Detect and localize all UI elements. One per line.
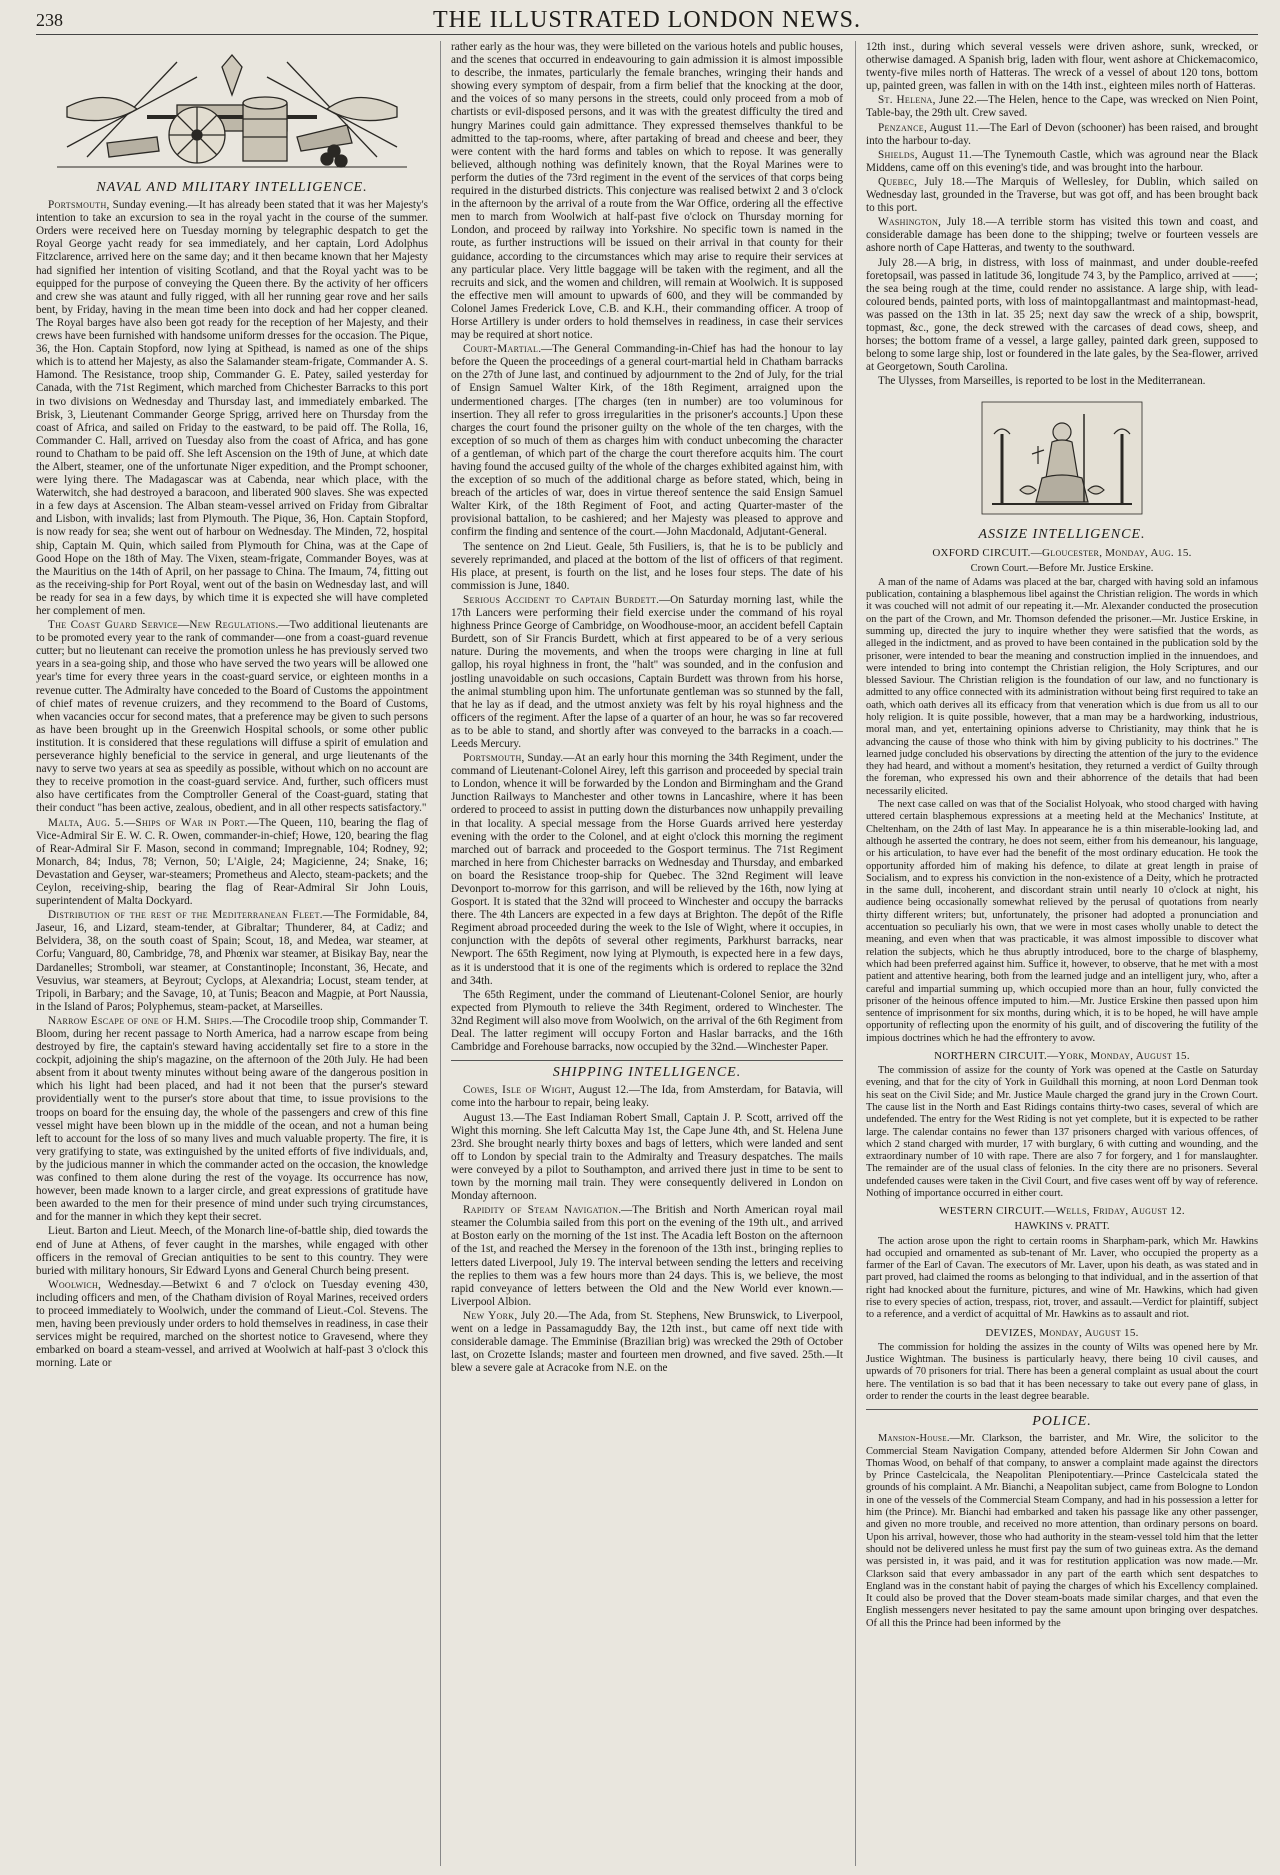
article-western-circuit: The action arose upon the right to certain rooms in Sharpham-park, which Mr. Hawkins had occupied and ornamented as sub-tenant of Mr. Laver, who occupied the property as a farmer of the Earl of Cavan. The executors of Mr. Laver, upon his death, as was stated and in part proved, had claimed the rooms as belonging to that individual, and in the assertion of that right had knocked about the furniture, pictures, and wine of Mr. Hawkins, which had given rise to every species of action, trespass, riot, trover, and assault.—Verdict for plaintiff, subject to a reference, and a verdict of acquittal of Mr. Hawkins as to assault and riot. [866, 1235, 1258, 1321]
article-lead: Serious Accident to Captain Burdett [463, 593, 657, 606]
article-devizes: The commission for holding the assizes in the county of Wilts was opened here by Mr. Justice Wightman. The business is particularly heavy, there being 10 civil causes, and upwards of 70 prisoners for trial. There has been a general complaint as usual about the court here. The ventilation is so bad that it has been necessary to take out every pane of glass, in order to render the courts in the least degree bearable. [866, 1341, 1258, 1402]
oxford-circuit-heading: OXFORD CIRCUIT.—Gloucester, Monday, Aug. 15. [932, 546, 1192, 559]
article-lead: Portsmouth [48, 199, 107, 212]
article-washington [866, 216, 1258, 255]
article-lead: Woolwich [48, 1278, 99, 1291]
column-1 [36, 41, 428, 1866]
section-title-police: POLICE. [866, 1409, 1258, 1428]
article-lead: Narrow Escape of one of H.M. Ships [48, 1014, 230, 1027]
article-burdett-accident [451, 594, 843, 751]
article-oxford-adams: A man of the name of Adams was placed at the bar, charged with having sold an infamous publication, containing a blasphemous libel against the Christian religion. The words in which it was couched will not admit of our repeating it.—Mr. Alexander conducted the prosecution on the part of the Crown, and Mr. Thomson defended the prisoner.—Mr. Justice Erskine, in summing up, directed the jury to inquire whether they were satisfied that the words, as alleged in the indictment, and as proved to have been contained in the publication sold by the prisoner, were intended to bear the meaning and construction implied in the innuendoes, and were intended to bring into contempt the Christian religion, the Holy Scriptures, and our blessed Saviour. The Christian religion is the foundation of our law, and no functionary is admitted to any office connected with its administration without being first required to take an oath, which oath derives all its efficacy from that veneration which is due from us all to our holy religion. It is quite possible, however, that a man may be a hardworking, industrious, moral man, and yet, entertaining opinions adverse to Christianity, may think that he is advancing the cause of those who think with him by giving publicity to his doctrines." The learned judge concluded his observations by directing the attention of the jury to the evidence they had heard, and without a moment's hesitation, they returned a verdict of Guilty through the foreman, who expressed his own and their abhorrence of the details that had been necessarily elicited. [866, 576, 1258, 797]
article-cowes [451, 1084, 843, 1110]
article-shields [866, 149, 1258, 175]
page-number: 238 [36, 10, 63, 30]
article-lead: Shields [878, 148, 915, 161]
article-brig-distress: July 28.—A brig, in distress, with loss of mainmast, and under double-reefed foretopsail, was passed in latitude 36, longitude 74 3, by the Pamplico, arrived at ——; the sea being rough at the time, could render no assistance. A large ship, with lead-coloured bends, painted ports, with loss of maintopgallantmast and maintopmast-head, was passed on the 13th in lat. 35 25; next day saw the wreck of a ship, bowsprit, topmast, &c., gone, the deck strewed with the carcases of dead cows, sheep, and horses; the bottom frame of a vessel, a large galley, painted dark green, supposed to belong to some large ship, lost or foundered in the late gales, by the Sea-flower, arrived at Georgetown, South Carolina. [866, 256, 1258, 374]
western-case-title: HAWKINS v. PRATT. [1014, 1221, 1110, 1233]
naval-military-trophy-engraving-icon [47, 47, 417, 175]
newspaper-title: THE ILLUSTRATED LONDON NEWS. [433, 7, 861, 33]
devizes-heading: DEVIZES, Monday, August 15. [985, 1326, 1139, 1339]
article-text: .—Mr. Clarkson, the barrister, and Mr. Wire, the solicitor to the Commercial Steam Navigation Company, attended before Aldermen Sir John Cowan and Thomas Wood, on behalf of that company, to answer a complaint made against the directors by Prince Castelcicala, the Neapolitan Plenipotentiary.—Prince Castelcicala stated the grounds of his complaint. A Mr. Bianchi, a Neapolitan subject, came from Bologne to London in one of the vessels of the Commercial Steam Company, and had in his possession a letter for him (the Prince). Mr. Bianchi had embarked and taken his passage like any other passenger, and given no more trouble, and received no more attention, than ordinary persons on board. Upon his arrival, however, those who had authority in the steam-vessel told him that the letter should not be delivered unless he must first pay the sum of two guineas extra. As the demand was persisted in, it was paid, and it was for restitution application was now made.—Mr. Clarkson said that every ambassador in any part of the earth which sent despatches to England was in the constant habit of paying the charges of which his Excellency complained. It could also be proved that the Dover steam-boats made similar charges, and that even the English messengers never hesitated to pay the same amount upon bringing over despatches. Of all this the Prince had been informed by the [866, 1433, 1258, 1629]
article-lead: St. Helena [878, 94, 933, 107]
article-lead: Cowes, Isle of Wight [463, 1084, 573, 1097]
article-text: .—The Formidable, 84, Jaseur, 16, and Lizard, steam-tender, at Gibraltar; Thunderer, 84, at Cadiz; and Belvidera, 38, on the south coast of Spain; Scout, 18, and Medea, war steamer, at Corfu; Vanguard, 80, Cambridge, 78, and Phœnix war steamer, at Bisikay Bay, near the Dardanelles; Stromboli, war steamer, at Constantinople; Inconstant, 36, Hecate, and Vesuvius, war steamers, at Beyrout; Cyclops, at Alexandria; Locust, steam tender, at Tripoli, in Barbary; and the Savage, 10, at Tunis; Beacon and Magpie, at Port Naussia, in the Island of Paros; Polyphemus, steam-packet, at Marseilles. [36, 909, 428, 1013]
section-title-naval-military: NAVAL AND MILITARY INTELLIGENCE. [96, 180, 368, 195]
article-text: .—On Saturday morning last, while the 17th Lancers were performing their field exercise under the command of his royal highness Prince George of Cambridge, on Woodhouse-moor, an accident befell Captain Burdett, son of Sir Francis Burdett, which at first appeared to be of a very serious nature. During the movements, and when the troops were charging in line at full gallop, his royal highness in front, the "halt" was sounded, and in the confusion and jostling unavoidable on such occasions, Captain Burdett was thrown from his horse, the animal stumbling upon him. The unfortunate gentleman was so stunned by the fall, that he lay as if dead, and the utmost anxiety was felt by his royal highness and the officers of the regiment. After the lapse of a quarter of an hour, he was so far recovered as to be able to stand, and shortly after was conveyed to the barracks in a coach.—Leeds Mercury. [451, 593, 843, 750]
article-lead: Distribution of the rest of the Mediterranean Fleet [48, 909, 320, 922]
article-lead: Washington [878, 216, 939, 229]
article-penzance [866, 122, 1258, 148]
article-text: , Sunday.—At an early hour this morning the 34th Regiment, under the command of Lieutenant-Colonel Airey, left this garrison and proceeded by special train to London, whence it will be forwarded by the London and Birmingham and the Grand Junction Railways to Manchester and other towns in Lancashire, where it has been ordered to proceed to assist in putting down the disturbances now unhappily prevailing in that locality. A special message from the Horse Guards arrived here yesterday evening with the order to the Colonel, and at eight o'clock this morning the regiment marched out of barrack and proceeded to the Gosport terminus. The 71st Regiment marched in here from Chichester barracks on Wednesday and Thursday, and embarked on board the Resistance troop-ship for Quebec. The 32nd Regiment will leave Devonport to-morrow for this garrison, and will be relieved by the 16th, now lying at Gosport. It is stated that the 32nd will proceed to Winchester and occupy the barracks there. The 4th Lancers are expected in a few days at Brighton. The depôt of the Rifle Regiment abroad proceeded during the week to the Isle of Wight, where it occupies, in conjunction with the depôts of several other regiments, Parkhurst barracks, near Newport. The 65th Regiment, now lying at Plymouth, is expected here in a few days, as it is understood that it is one of the regiments which is ordered to replace the 32nd and 34th. [451, 752, 843, 987]
article-northern-circuit: The commission of assize for the county of York was opened at the Castle on Saturday evening, and that for the city of York in Guildhall this morning, at noon Lord Denman took his seat on the Civil Side; and Mr. Justice Maule charged the grand jury in the Crown Court. The cause list in the North and East Ridings contains thirty-two cases, several of which are undefended. The entry for the West Riding is not yet complete, but it is expected to be rather large. The calendar contains no fewer than 137 prisoners charged with various offences, of which 2 stand charged with murder, 17 with burglary, 6 with cutting and wounding, and the extraordinary number of 10 with rape. There are also 7 for forgery, and 1 for manslaughter. The remainder are of the usual class of felonies. In the city there are no prisoners. Several undefended causes were taken in the Civil Court, and five cases went off by way of reference. Nothing of importance occurred in either court. [866, 1065, 1258, 1200]
article-lead: Rapidity of Steam Navigation [463, 1204, 619, 1217]
article-65th-regiment: The 65th Regiment, under the command of Lieutenant-Colonel Senior, are hourly expected from Plymouth to relieve the 34th Regiment, ordered to Winchester. The 32nd Regiment will also move from Woolwich, on the arrival of the 6th Regiment from Deal. The latter regiment will occupy Forton and Haslar barracks, and the 16th Cambridge and Forehouse barracks, now occupied by the 32nd.—Winchester Paper. [451, 988, 843, 1054]
northern-circuit-heading: NORTHERN CIRCUIT.—York, Monday, August 15. [934, 1050, 1190, 1062]
article-geale-sentence: The sentence on 2nd Lieut. Geale, 5th Fusiliers, is, that he is to be publicly and severely reprimanded, and placed at the bottom of the list of officers of that regiment. His place, at present, is fourth on the list, and he loses four steps. The date of his commission is June, 1840. [451, 540, 843, 592]
article-lead: Quebec [878, 175, 915, 188]
column-3 [855, 41, 1258, 1866]
article-new-york [451, 1310, 843, 1375]
article-narrow-escape [36, 1015, 428, 1225]
justice-figure-engraving-icon [972, 394, 1152, 522]
article-text: .—The Crocodile troop ship, Commander T. Bloom, during her recent passage to North America, had a narrow escape from being destroyed by fire, the captain's steward having accidentally set fire to a store in the cockpit, adjoining the ship's magazine, on the afternoon of the 20th July. He had been absent from it about twenty minutes without being aware of the dangerous position in which his light had been placed, and had it not been that the purser's steward providentially went to the purser's store about that time, to issue provisions to the troops on board for the ensuing day, the whole of the passengers and crew of this fine vessel might have been blown up in the middle of the ocean, and not a human being left to account for the loss of so many lives and much valuable property. The fire, it is very gratifying to state, was extinguished by the united efforts of five individuals, and, by the judicious manner in which the commander acted on the occasion, the knowledge was confined to them alone during the rest of the voyage. Its occurrence has now, however, been made known to a larger circle, and great expressions of gratitude have been awarded to the men for their presence of mind under such trying circumstances, and for the manner in which they kept their secret. [36, 1014, 428, 1224]
masthead [36, 8, 1258, 35]
article-lieutenants-athens: Lieut. Barton and Lieut. Meech, of the Monarch line-of-battle ship, died towards the end of June at Athens, of fever caught in the marshes, while engaged with other officers in the removal of Grecian antiquities to be sent to this country. They were buried with military honours, Sir Edward Lyons and General Church being present. [36, 1225, 428, 1277]
article-st-helena [866, 94, 1258, 120]
article-coast-guard [36, 619, 428, 815]
article-new-york-continued: 12th inst., during which several vessels were driven ashore, sunk, wrecked, or otherwise damaged. A Spanish brig, laden with flour, went ashore at Chickemacomico, twenty-five miles north of Hatteras. The wreck of a vessel of about 120 tons, bottom up, painted green, was fallen in with on the 14th inst., eighteen miles north of Hatteras. [866, 41, 1258, 93]
article-woolwich-continued: rather early as the hour was, they were billeted on the various hotels and public houses, and the scenes that occurred in endeavouring to gain admission it is almost impossible to describe, the inmates, particularly the female branches, wringing their hands and showing every symptom of despair, from a firm belief that the knocking at the door, and the voices of so many persons in the streets, could only proceed from a mob of chartists or evil-disposed persons, and it was with the greatest difficulty the tired and hungry Marines could gain admittance. They expressed themselves thankful to be admitted to the tap-rooms, where, after partaking of bread and cheese and beer, they were content with the hard forms and tables on which to repose. It was generally believed, although nothing was definitely known, that the Royal Marines were to perform the duties of the 73rd regiment in the event of the services of that corps being required in the disturbed districts. This conjecture was realised betwixt 2 and 3 o'clock in the afternoon by the arrival of a route from the War Office, ordering all the effective men to march from Woolwich at half-past five o'clock on Thursday morning for London, and proceed by railway into Yorkshire. No specific town is named in the route, as further instructions will be issued on their arrival in that county for their guidance, according to the circumstances which may arise to require their services at any particular place. Very little baggage will be taken with the regiment, and all the recruits and sick, and the women and children, will remain at Woolwich. It is supposed the effective men will amount to upwards of 600, and they will be commanded by Colonel James Frederick Love, C.B. and K.H., their commanding officer. A troop of Horse Artillery is under orders to hold themselves in readiness, in case their services may be required at short notice. [451, 41, 843, 342]
article-text: .—Two additional lieutenants are to be promoted every year to the rank of commander—one from a coast-guard revenue cutter; but no lieutenant can receive the promotion unless he has previously served two years in a sea-going ship, and those who have served the two years will be allowed one year's time for every three years in the coast-guard service, or eighteen months in a revenue cutter. The Admiralty have conceded to the Board of Customs the appointment of chief mates of revenue cruizers, and they recommend to the Board of Customs, when vacancies occur for second mates, that a preference may be given to such persons as have been brought up in the Greenwich Hospital schools, or some other public institution. It is considered that these regulations will diffuse a spirit of emulation and perseverance highly beneficial to the service in general, and urge lieutenants of the navy to serve two years at sea as speedily as possible, without which on no account are they to receive promotion in the coast-guard service. And, further, such officers must also have certificates from the Comptroller General of the Coast-guard, stating that their conduct "has been active, zealous, obedient, and in all other respects satisfactory." [36, 619, 428, 815]
article-text: , August 12.—The Ida, from Amsterdam, for Batavia, will come into the harbour to repair, being leaky. [451, 1084, 843, 1110]
article-text: , July 20.—The Ada, from St. Stephens, New Brunswick, to Liverpool, went on a ledge in Passamaguddy Bay, the 12th inst., but came off next tide with considerable damage. The Emminise (Brazilian brig) was wrecked the 29th of October last, on Crozette Islands; master and fourteen men drowned, and five saved. 25th.—It blew a severe gale at Acracoke from N.E. on the [451, 1309, 843, 1375]
article-lead: Court-Martial [463, 343, 539, 356]
section-title-assize: ASSIZE INTELLIGENCE. [978, 527, 1146, 543]
article-lead: Portsmouth [463, 752, 522, 765]
article-text: , August 11.—The Earl of Devon (schooner) has been raised, and brought into the harbour to-day. [866, 121, 1258, 147]
article-text: .—The British and North American royal mail steamer the Columbia sailed from this port on the evening of the 19th ult., and arrived at Boston early on the morning of the 1st inst. The Acadia left Boston on the afternoon of the 1st, and reached the Mersey in the forenoon of the 13th inst., bringing replies to letters dated Liverpool, July 19. The interval between sending the letters and receiving the replies to them was a few hours more than 24 days. This is, we believe, the most rapid conveyance of letters between the Old and the New World ever known.—Liverpool Albion. [451, 1204, 843, 1308]
article-text: .—The General Commanding-in-Chief has had the honour to lay before the Queen the proceedings of a general court-martial held in Chatham barracks on the 27th of June last, and continued by adjournment to the 2nd of July, for the trial of Ensign Samuel Walter Kirk, of the 18th Regiment, arraigned upon the undermentioned charges. [The charges (ten in number) are too voluminous for insertion. They all refer to gross irregularities in the prisoner's accounts.] Upon these charges the court found the prisoner guilty on the whole of the ten charges, with the exception of so much of them as charges him with conduct unbecoming the character of a gentleman, of which part of the charge the court therefore acquits him. The court having found the accused guilty of the whole of the charges exhibited against him, with the exception of so much of the additional charge as before stated, which, being in breach of the articles of war, does in virtue thereof sentence the said Ensign Samuel Walter Kirk, of the 18th Regiment of Foot, and acting Quarter-master of the provisional battalion, to be cashiered; and her Majesty was pleased to approve and confirm the finding and sentence of the court.—John Macdonald, Adjutant-General. [451, 343, 843, 539]
article-lead: New York [463, 1309, 515, 1322]
article-woolwich [36, 1279, 428, 1371]
article-text: , Wednesday.—Betwixt 6 and 7 o'clock on Tuesday evening 430, including officers and men, of the Chatham division of Royal Marines, received orders to proceed immediately to Woolwich, under the command of Lieut.-Col. Stevens. The men, having been previously under orders to hold themselves in readiness, in case their services might be required, marched on the shortest notice to Gravesend, where they embarked on board a steam-vessel, and arrived at Woolwich at half-past 3 o'clock this morning. Late or [36, 1278, 428, 1370]
article-mansion-house [866, 1433, 1258, 1630]
article-portsmouth-regiments [451, 752, 843, 988]
oxford-court-line: Crown Court.—Before Mr. Justice Erskine. [970, 562, 1154, 574]
article-ulysses: The Ulysses, from Marseilles, is reported to be lost in the Mediterranean. [878, 375, 1206, 388]
columns [36, 41, 1258, 1866]
article-text: , July 18.—A terrible storm has visited this town and coast, and considerable damage has been done to the shipping; twelve or fourteen vessels are ashore north of Cape Hatteras, and twenty to the southward. [866, 216, 1258, 255]
article-text: .—The Queen, 110, bearing the flag of Vice-Admiral Sir E. W. C. R. Owen, commander-in-chief; Howe, 120, bearing the flag of Rear-Admiral Sir F. Mason, second in command; Impregnable, 104; Rodney, 92; Monarch, 84; Indus, 78; Vernon, 50; L'Aigle, 24; Magicienne, 24; Snake, 16; Devastation and Geyser, war-steamers; Prometheus and Alecto, steam-packets; and the Ceylon, receiving-ship, bearing the flag of Rear-Admiral Sir John Louis, superintendent of Malta Dockyard. [36, 816, 428, 908]
article-mediterranean-fleet [36, 909, 428, 1014]
article-malta-ships [36, 817, 428, 909]
article-text: , June 22.—The Helen, hence to the Cape, was wrecked on Nien Point, Table-bay, the 29th ult. Crew saved. [866, 94, 1258, 120]
article-lead: The Coast Guard Service—New Regulations [48, 619, 276, 632]
article-text: , August 11.—The Tynemouth Castle, which was aground near the Black Middens, came off on this evening's tide, and was brought into the harbour. [866, 148, 1258, 174]
article-lead: Penzance [878, 121, 924, 134]
article-lead: Mansion-House [878, 1433, 947, 1445]
column-2 [440, 41, 843, 1866]
article-oxford-holyoak: The next case called on was that of the Socialist Holyoak, who stood charged with having uttered certain blasphemous expressions at a meeting held at the Mechanics' Institute, at Cheltenham, on the 24th of last May. In appearance he is a thin miserable-looking lad, and although he asserted the contrary, he does not seem, either from his demeanour, his language, or his articulation, to have ever had the benefit of the most ordinary education. He took the opportunity afforded him of making his defence, to dilate at great length in praise of Socialism, and to express his conviction in the non-existence of a Deity, which he protracted in the same dull, incoherent, and discordant strain until nearly 10 o'clock at night, his audience being occasionally somewhat relieved by the perusal of quotations from nearly thirty different writers; but, unfortunately, the prisoner had adopted a pronunciation and accentuation so peculiarly his own, that we were in most cases wholly unable to detect the meaning, and even when that was practicable, it was almost impossible to discover what relation the subjects, which he thus abruptly introduced, bore to the charge of blasphemy, which had been preferred against him. Suffice it, however, to observe, that he met with a most patient and attentive hearing, both from the learned judge and an intelligent jury, who, after a careful and impartial summing up, which occupied more than an hour, fully convicted the prisoner of the heinous offence imputed to him.—Mr. Justice Erskine then passed upon him sentence of imprisonment for six months, during which, it is to be hoped, he will have ample opportunity of reflecting upon the enormity of his guilt, and of discovering the futility of the impious doctrines which he had the effrontery to avow. [866, 799, 1258, 1044]
article-portsmouth-yacht [36, 199, 428, 618]
article-lead: Malta, Aug. 5.—Ships of War in Port [48, 816, 245, 829]
article-text: , July 18.—The Marquis of Wellesley, for Dublin, which sailed on Wednesday last, grounded in the Traverse, but was got off, and has been brought back to this port. [866, 175, 1258, 215]
western-circuit-heading: WESTERN CIRCUIT.—Wells, Friday, August 12. [939, 1205, 1185, 1218]
article-quebec [866, 176, 1258, 215]
article-robert-small: August 13.—The East Indiaman Robert Small, Captain J. P. Scott, arrived off the Wight this morning. She left Calcutta May 1st, the Cape June 4th, and St. Helena June 23rd. She brought nearly thirty boxes and bags of letters, which were landed and sent off to London by special train to the Admiralty and Treasury despatches. The mails were conveyed by a pilot to Southampton, and arrived there just in time to be sent to town by the morning mail train. They were consequently delivered in London on Monday afternoon. [451, 1111, 843, 1203]
article-court-martial [451, 343, 843, 539]
section-title-shipping: SHIPPING INTELLIGENCE. [451, 1060, 843, 1079]
article-steam-navigation [451, 1204, 843, 1309]
article-text: , Sunday evening.—It has already been stated that it was her Majesty's intention to take an excursion to sea in the royal yacht in the course of the summer. Orders were received here on Tuesday morning by telegraphic despatch to get the Royal George yacht ready for sea immediately, and her captain, Lord Adolphus Fitzclarence, arrived here on the same day; and it then became known that her Majesty had signified her intention of visiting Scotland, and that the Royal yacht was to be equipped for the purpose of conveying the Queen there. By the activity of her officers and crew she was ataunt and fully rigged, with all her running gear rove and her sails bent, by Friday, having in the mean time been into dock and had her copper cleaned. The Royal barges have also been got ready for the reception of her Majesty, and their crews have been furnished with handsome uniform dresses for the occasion. The Pique, 36, the Hon. Captain Stopford, now lying at Spithead, is named as one of the ships which is to attend her Majesty, as also the Salamander steam-frigate, Commander A. S. Hamond. The Resistance, troop ship, Commander G. E. Patey, sailed yesterday for Canada, with the 71st Regiment, which marched from Chichester Barracks to this port in two divisions on Wednesday and Thursday last, and immediately embarked. The Brisk, 3, Lieutenant Commander George Sprigg, arrived here on Thursday from the coast of Africa, and sailed on Friday to the eastward, to be paid off. The Rolla, 16, Commander C. Hall, arrived on Tuesday also from the coast of Africa, and has gone round to Chatham to be paid off. She left Ascension on the 19th of June, at which date the Albert, steamer, one of the unfortunate Niger expedition, and the Prompt schooner, were lying there. The Madagascar was at Cabenda, near which place, with the Waterwitch, she had destroyed a baracoon, and liberated 900 slaves. She was expected in a few days at Ascension. The Alban steam-vessel arrived on Friday from Gibraltar and Lisbon, with invalids; last from Plymouth. The Pique, 36, Hon. Captain Stopford, is now ready for sea; she went out of harbour on Wednesday. The Minden, 72, hospital ship, Captain M. Quin, which sailed from Plymouth for China, was at the Cape of Good Hope on the 18th of May. The Vixen, steam-frigate, Commander Boyes, was at the Mauritius on the 14th of April, on her passage to China. The Imaum, 74, fitting out as the receiving-ship for Port Royal, went out of the basin on Wednesday last, and will be ready for sea in a few days, by which time it is expected she will have completed her complement of men. [36, 199, 428, 617]
